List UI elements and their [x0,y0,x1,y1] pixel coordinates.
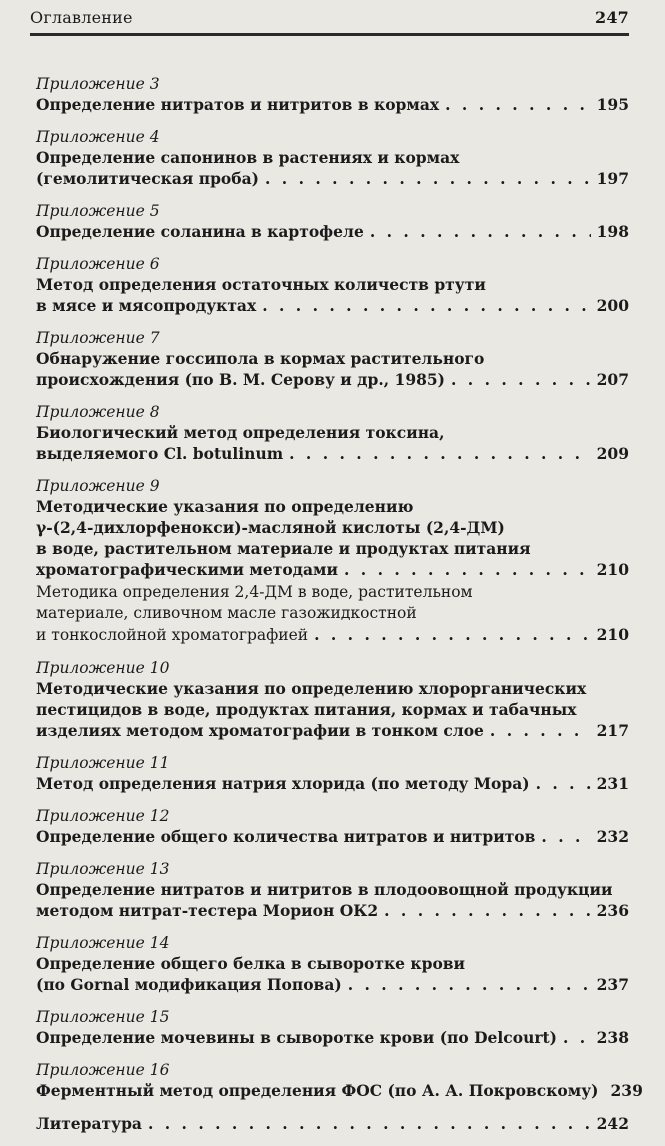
entry-page-number: 209 [596,444,629,463]
entry-page-number: 237 [596,975,629,994]
entry-title-last-line: Ферментный метод определения ФОС (по А. А. Покровскому) [36,1081,599,1100]
entry-leader-line [36,624,629,646]
dot-leader [451,369,591,390]
appendix-label: Приложение 16 [36,1061,170,1079]
entry-page-number: 231 [596,774,629,793]
dot-leader [265,168,591,189]
appendix-label: Приложение 14 [36,934,170,952]
entry-title-line: Обнаружение госсипола в кормах растительного [36,349,485,368]
entry-title-line: Биологический метод определения токсина, [36,423,445,442]
entry-title-last-line: Определение нитратов и нитритов в кормах [36,95,440,114]
entry-page-number: 239 [610,1081,643,1100]
entry-title-line: Методические указания по определению хлорорганических [36,679,587,698]
entry-title-last-line: выделяемого Cl. botulinum [36,444,284,463]
entry-leader-line [36,826,629,847]
entry-title-line: Определение нитратов и нитритов в плодоовощной продукции [36,880,613,899]
entry-title-line: в воде, растительном материале и продуктах питания [36,539,531,558]
dot-leader [148,1113,591,1134]
toc-entry [36,1007,629,1048]
appendix-label: Приложение 3 [36,75,160,93]
entry-title-last-line: Метод определения натрия хлорида (по методу Мора) [36,774,530,793]
header-rule [30,33,629,36]
entry-leader-line [36,443,629,464]
toc-entry [36,933,629,995]
dot-leader [490,720,591,741]
dot-leader [541,826,590,847]
entry-leader-line [36,773,629,794]
dot-leader [348,974,591,995]
entry-leader-line [36,168,629,189]
entry-title-line: Определение общего белка в сыворотке крови [36,954,466,973]
appendix-label: Приложение 11 [36,754,170,772]
entry-leader-line [36,221,629,242]
appendix-label: Приложение 15 [36,1008,170,1026]
dot-leader [370,221,591,242]
entry-leader-line [36,900,629,921]
entry-page-number: 197 [596,169,629,188]
entry-page-number: 236 [596,901,629,920]
table-of-contents [36,74,643,1146]
toc-entry [36,254,629,316]
toc-entry [36,127,629,189]
entry-leader-line [36,1080,643,1101]
toc-entry [36,582,629,646]
toc-entry [36,859,629,921]
toc-entry [36,201,629,242]
dot-leader [314,624,591,645]
appendix-label: Приложение 8 [36,403,160,421]
dot-leader [384,900,591,921]
toc-entry [36,476,629,580]
entry-title-last-line: Определение мочевины в сыворотке крови (по Delcourt) [36,1028,558,1047]
appendix-label: Приложение 4 [36,128,160,146]
entry-page-number: 200 [596,296,629,315]
entry-page-number: 242 [596,1114,629,1133]
entry-leader-line [36,295,629,316]
entry-title-line: Метод определения остаточных количеств ртути [36,275,486,294]
entry-page-number: 232 [596,827,629,846]
toc-entry [36,1113,629,1134]
entry-title-last-line: изделиях методом хроматографии в тонком слое [36,721,484,740]
entry-leader-line [36,1113,629,1134]
dot-leader [445,94,591,115]
entry-page-number: 210 [596,625,629,644]
entry-leader-line [36,974,629,995]
entry-title-line: Методические указания по определению [36,497,414,516]
toc-entry [36,806,629,847]
entry-page-number: 198 [596,222,629,241]
appendix-label: Приложение 5 [36,202,160,220]
entry-leader-line [36,94,629,115]
entry-title-line: γ-(2,4-дихлорфенокси)-масляной кислоты (2,4-ДМ) [36,518,505,537]
appendix-label: Приложение 13 [36,860,170,878]
toc-entry [36,402,629,464]
entry-title-last-line: происхождения (по В. М. Серову и др., 1985) [36,370,446,389]
toc-entry [36,658,629,741]
entry-title-line: материале, сливочном масле газожидкостной [36,604,417,622]
entry-page-number: 238 [596,1028,629,1047]
entry-title-last-line: методом нитрат-тестера Морион ОК2 [36,901,379,920]
running-header [30,8,629,27]
appendix-label: Приложение 12 [36,807,170,825]
entry-page-number: 210 [596,560,629,579]
page-number: 247 [595,8,629,27]
entry-leader-line [36,559,629,580]
entry-title-last-line: Определение соланина в картофеле [36,222,364,241]
appendix-label: Приложение 10 [36,659,170,677]
dot-leader [289,443,591,464]
entry-title-last-line: (гемолитическая проба) [36,169,259,188]
entry-leader-line [36,720,629,741]
toc-entry [36,74,629,115]
entry-title-last-line: Литература [36,1114,142,1133]
toc-entry [36,328,629,390]
appendix-label: Приложение 9 [36,477,160,495]
dot-leader [563,1027,591,1048]
entry-title-last-line: в мясе и мясопродуктах [36,296,257,315]
entry-title-last-line: и тонкослойной хроматографией [36,626,309,644]
entry-title-last-line: Определение общего количества нитратов и нитритов [36,827,536,846]
appendix-label: Приложение 6 [36,255,160,273]
entry-title-line: Определение сапонинов в растениях и кормах [36,148,460,167]
entry-leader-line [36,369,629,390]
entry-page-number: 217 [596,721,629,740]
entry-page-number: 207 [596,370,629,389]
dot-leader [262,295,590,316]
entry-page-number: 195 [596,95,629,114]
toc-entry [36,1060,643,1101]
entry-title-line: пестицидов в воде, продуктах питания, кормах и табачных [36,700,577,719]
appendix-label: Приложение 7 [36,329,160,347]
running-header-title: Оглавление [30,8,133,27]
entry-title-last-line: хроматографическими методами [36,560,339,579]
dot-leader [344,559,591,580]
toc-entry [36,753,629,794]
entry-title-last-line: (по Gornal модификация Попова) [36,975,342,994]
entry-title-line: Методика определения 2,4-ДМ в воде, растительном [36,583,473,601]
dot-leader [536,773,591,794]
entry-leader-line [36,1027,629,1048]
